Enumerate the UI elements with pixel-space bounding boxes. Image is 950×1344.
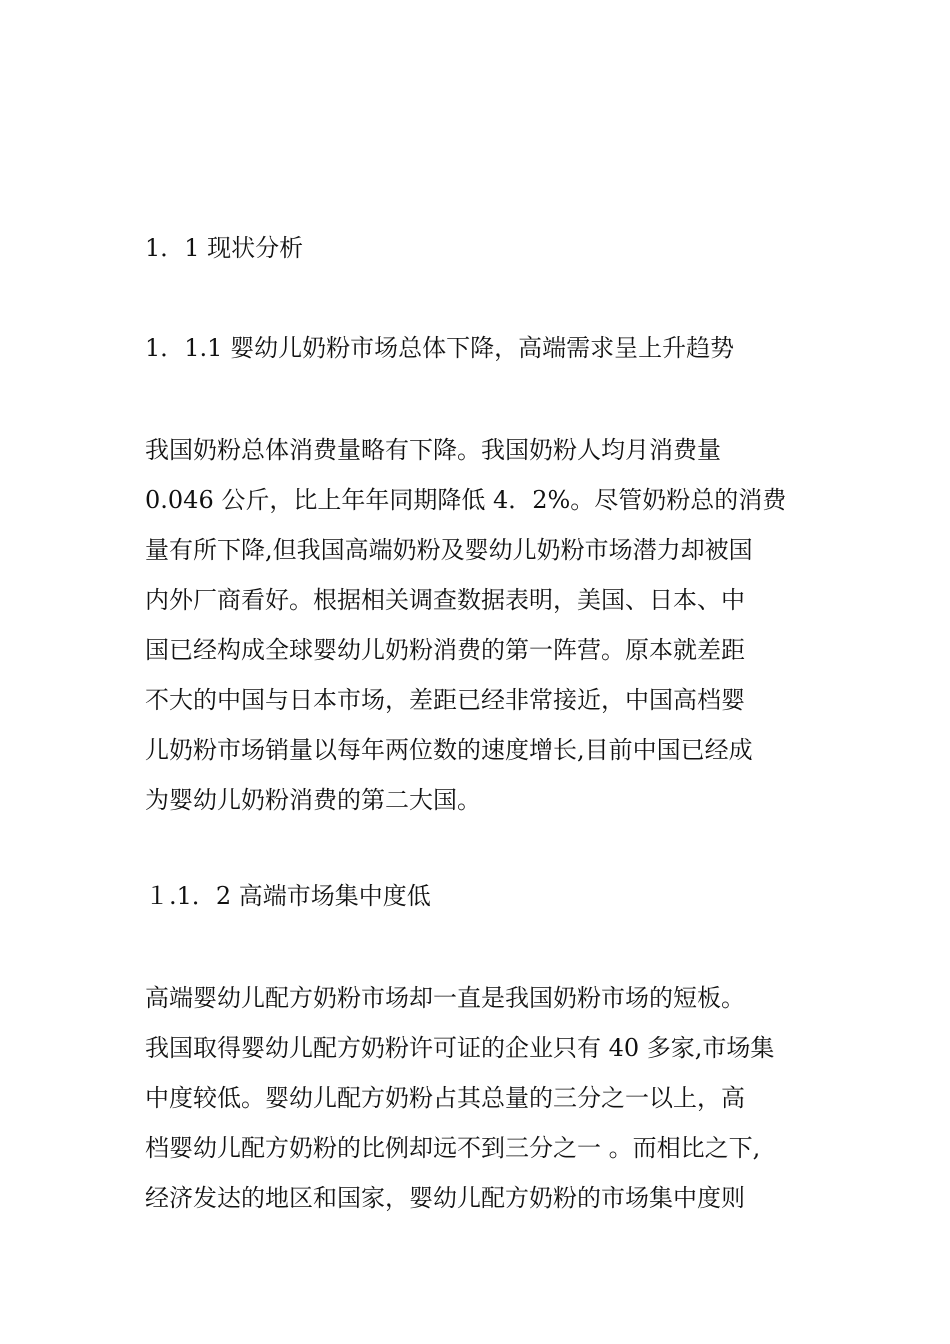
paragraph-2 xyxy=(145,973,805,1223)
section-heading: 1．1 现状分析 xyxy=(145,234,304,262)
paragraph-line: 中度较低。婴幼儿配方奶粉占其总量的三分之一以上，高 xyxy=(145,1084,745,1112)
paragraph-line: 经济发达的地区和国家，婴幼儿配方奶粉的市场集中度则 xyxy=(145,1184,745,1212)
paragraph-line: 为婴幼儿奶粉消费的第二大国。 xyxy=(145,786,481,814)
paragraph-line: 量有所下降,但我国高端奶粉及婴幼儿奶粉市场潜力却被国 xyxy=(145,536,753,564)
paragraph-line: 0.046 公斤，比上年年同期降低 4．2%。尽管奶粉总的消费 xyxy=(145,486,787,514)
paragraph-line: 我国奶粉总体消费量略有下降。我国奶粉人均月消费量 xyxy=(145,436,721,464)
paragraph-1 xyxy=(145,425,805,825)
subsection-heading-1: 1．1.1 婴幼儿奶粉市场总体下降，高端需求呈上升趋势 xyxy=(145,334,735,362)
paragraph-line: 内外厂商看好。根据相关调查数据表明，美国、日本、中 xyxy=(145,586,745,614)
paragraph-line: 我国取得婴幼儿配方奶粉许可证的企业只有 40 多家,市场集 xyxy=(145,1034,775,1062)
subsection-heading-2: １.1．2 高端市场集中度低 xyxy=(145,882,431,910)
paragraph-line: 高端婴幼儿配方奶粉市场却一直是我国奶粉市场的短板。 xyxy=(145,984,745,1012)
paragraph-line: 不大的中国与日本市场，差距已经非常接近，中国高档婴 xyxy=(145,686,745,714)
paragraph-line: 档婴幼儿配方奶粉的比例却远不到三分之一 。而相比之下, xyxy=(145,1134,761,1162)
paragraph-line: 国已经构成全球婴幼儿奶粉消费的第一阵营。原本就差距 xyxy=(145,636,745,664)
paragraph-line: 儿奶粉市场销量以每年两位数的速度增长,目前中国已经成 xyxy=(145,736,753,764)
